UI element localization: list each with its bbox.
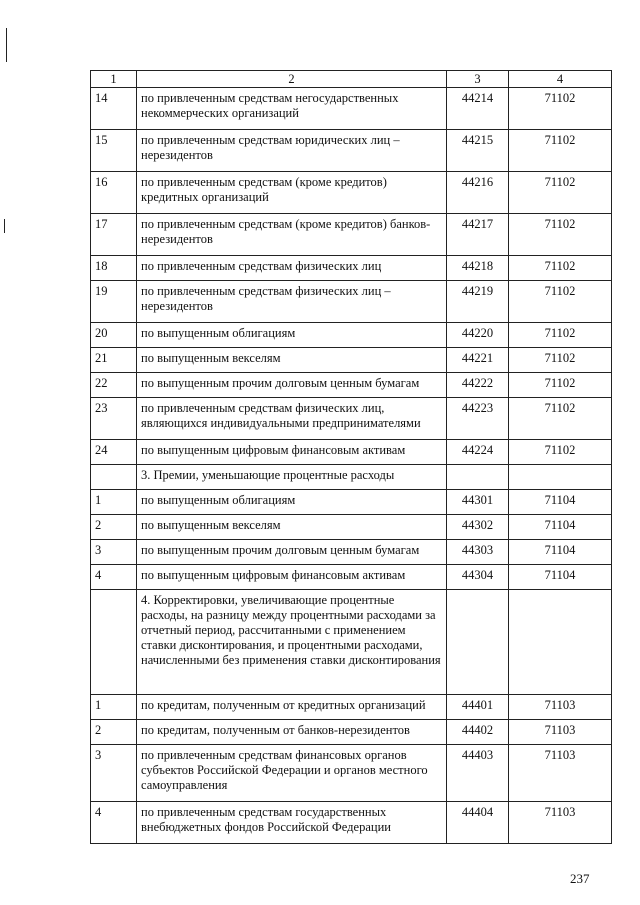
row-account-code-cell: 44219: [447, 281, 509, 323]
row-description-cell: по выпущенным цифровым финансовым активам: [137, 440, 447, 465]
row-account-code-cell: 44217: [447, 214, 509, 256]
row-description-cell: по привлеченным средствам физических лиц: [137, 256, 447, 281]
table-header-row: [91, 71, 612, 88]
table-row: [91, 745, 612, 802]
row-account-code-cell: 44222: [447, 373, 509, 398]
table-row: [91, 323, 612, 348]
row-account-code-cell: 44301: [447, 490, 509, 515]
row-description-cell: по привлеченным средствам юридических лиц – нерезидентов: [137, 130, 447, 172]
row-account-code-cell: 44223: [447, 398, 509, 440]
row-symbol-code-cell: 71102: [509, 440, 612, 465]
row-symbol-code-cell: 71102: [509, 130, 612, 172]
row-number-cell: 21: [91, 348, 137, 373]
row-number-cell: 4: [91, 565, 137, 590]
row-description-cell: по кредитам, полученным от банков-нерезидентов: [137, 720, 447, 745]
row-symbol-code-cell: 71102: [509, 256, 612, 281]
table-row: [91, 490, 612, 515]
row-symbol-code-cell: 71102: [509, 172, 612, 214]
table-row: [91, 130, 612, 172]
row-account-code-cell: 44224: [447, 440, 509, 465]
table-row: [91, 281, 612, 323]
table-row: [91, 515, 612, 540]
row-description-cell: по выпущенным цифровым финансовым активам: [137, 565, 447, 590]
row-description-cell: 3. Премии, уменьшающие процентные расходы: [137, 465, 447, 490]
row-number-cell: 2: [91, 515, 137, 540]
row-description-cell: по привлеченным средствам физических лиц, являющихся индивидуальными предпринимателями: [137, 398, 447, 440]
row-account-code-cell: 44302: [447, 515, 509, 540]
row-description-cell: по привлеченным средствам государственных внебюджетных фондов Российской Федерации: [137, 802, 447, 844]
row-number-cell: 22: [91, 373, 137, 398]
row-symbol-code-cell: 71104: [509, 490, 612, 515]
row-symbol-code-cell: 71104: [509, 515, 612, 540]
row-description-cell: по выпущенным прочим долговым ценным бумагам: [137, 373, 447, 398]
page-number: 237: [570, 871, 590, 886]
row-account-code-cell: [447, 590, 509, 695]
row-description-cell: по привлеченным средствам (кроме кредитов) банков-нерезидентов: [137, 214, 447, 256]
row-number-cell: 19: [91, 281, 137, 323]
row-symbol-code-cell: 71104: [509, 540, 612, 565]
row-symbol-code-cell: 71103: [509, 745, 612, 802]
row-account-code-cell: 44401: [447, 695, 509, 720]
row-account-code-cell: 44220: [447, 323, 509, 348]
table-row: [91, 348, 612, 373]
row-account-code-cell: 44216: [447, 172, 509, 214]
row-account-code-cell: 44215: [447, 130, 509, 172]
row-description-cell: по привлеченным средствам финансовых органов субъектов Российской Федерации и органов местного самоуправления: [137, 745, 447, 802]
row-symbol-code-cell: 71103: [509, 802, 612, 844]
row-description-cell: по привлеченным средствам (кроме кредитов) кредитных организаций: [137, 172, 447, 214]
row-symbol-code-cell: 71102: [509, 281, 612, 323]
row-number-cell: [91, 465, 137, 490]
table-row: [91, 720, 612, 745]
row-number-cell: 20: [91, 323, 137, 348]
row-account-code-cell: 44303: [447, 540, 509, 565]
row-description-cell: по выпущенным векселям: [137, 515, 447, 540]
row-description-cell: по кредитам, полученным от кредитных организаций: [137, 695, 447, 720]
table-row: [91, 214, 612, 256]
row-number-cell: 18: [91, 256, 137, 281]
row-account-code-cell: 44404: [447, 802, 509, 844]
table-body: [91, 88, 612, 844]
table-row: [91, 465, 612, 490]
table-row: [91, 590, 612, 695]
table-row: [91, 256, 612, 281]
row-description-cell: по выпущенным векселям: [137, 348, 447, 373]
row-number-cell: 16: [91, 172, 137, 214]
row-description-cell: по выпущенным облигациям: [137, 323, 447, 348]
table-row: [91, 695, 612, 720]
scan-edge-mark-middle: [4, 219, 5, 233]
row-account-code-cell: [447, 465, 509, 490]
row-account-code-cell: 44403: [447, 745, 509, 802]
table-row: [91, 802, 612, 844]
header-col-1: 1: [91, 71, 137, 88]
table-row: [91, 373, 612, 398]
header-col-4: 4: [509, 71, 612, 88]
row-number-cell: [91, 590, 137, 695]
table-row: [91, 440, 612, 465]
row-account-code-cell: 44221: [447, 348, 509, 373]
row-symbol-code-cell: 71102: [509, 348, 612, 373]
scan-edge-mark-top: [6, 28, 7, 62]
row-symbol-code-cell: [509, 590, 612, 695]
row-symbol-code-cell: [509, 465, 612, 490]
row-account-code-cell: 44402: [447, 720, 509, 745]
row-symbol-code-cell: 71104: [509, 565, 612, 590]
row-account-code-cell: 44214: [447, 88, 509, 130]
row-number-cell: 17: [91, 214, 137, 256]
table-row: [91, 172, 612, 214]
row-number-cell: 3: [91, 540, 137, 565]
row-description-cell: по выпущенным прочим долговым ценным бумагам: [137, 540, 447, 565]
table-row: [91, 88, 612, 130]
row-description-cell: 4. Корректировки, увеличивающие процентные расходы, на разницу между процентными расходами за отчетный период, рассчитанными с применением ставки дисконтирования, и процентными расходами, начисленными без применения ставки дисконтирования: [137, 590, 447, 695]
row-number-cell: 4: [91, 802, 137, 844]
header-col-2: 2: [137, 71, 447, 88]
row-description-cell: по привлеченным средствам физических лиц – нерезидентов: [137, 281, 447, 323]
row-account-code-cell: 44304: [447, 565, 509, 590]
row-description-cell: по выпущенным облигациям: [137, 490, 447, 515]
row-account-code-cell: 44218: [447, 256, 509, 281]
row-symbol-code-cell: 71102: [509, 398, 612, 440]
table-row: [91, 565, 612, 590]
table-row: [91, 398, 612, 440]
row-symbol-code-cell: 71102: [509, 323, 612, 348]
row-symbol-code-cell: 71103: [509, 695, 612, 720]
row-number-cell: 23: [91, 398, 137, 440]
row-number-cell: 15: [91, 130, 137, 172]
row-number-cell: 1: [91, 490, 137, 515]
row-number-cell: 2: [91, 720, 137, 745]
row-symbol-code-cell: 71102: [509, 214, 612, 256]
row-number-cell: 1: [91, 695, 137, 720]
row-description-cell: по привлеченным средствам негосударственных некоммерческих организаций: [137, 88, 447, 130]
document-table: [90, 70, 612, 844]
row-symbol-code-cell: 71103: [509, 720, 612, 745]
row-number-cell: 3: [91, 745, 137, 802]
row-symbol-code-cell: 71102: [509, 88, 612, 130]
row-number-cell: 24: [91, 440, 137, 465]
header-col-3: 3: [447, 71, 509, 88]
row-number-cell: 14: [91, 88, 137, 130]
row-symbol-code-cell: 71102: [509, 373, 612, 398]
table-row: [91, 540, 612, 565]
